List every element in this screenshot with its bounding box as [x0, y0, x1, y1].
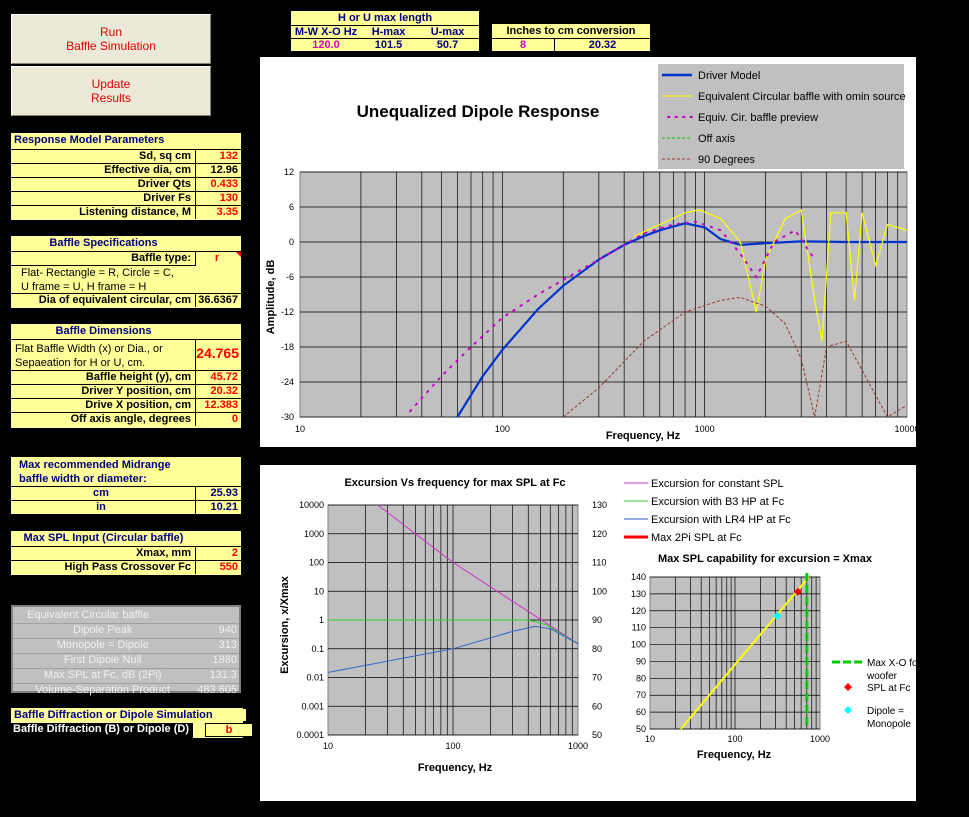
driver-y-input[interactable]: 20.32: [210, 385, 238, 397]
y2-tick-label: 130: [592, 500, 608, 510]
baffle-type-label: Baffle type:: [11, 252, 196, 265]
sd-input[interactable]: 132: [219, 150, 238, 162]
legend-entry: Max 2Pi SPL at Fc: [651, 532, 742, 544]
dim-label: Driver Y position, cm: [11, 385, 196, 398]
equiv-label: Monopole = Dipole: [56, 639, 149, 651]
x-tick-label: 100: [727, 734, 743, 744]
diffraction-table: [11, 708, 243, 738]
y-tick-label: 50: [635, 724, 646, 734]
legend-swatch: [844, 706, 852, 714]
midrange-table: [11, 457, 241, 514]
fs-input[interactable]: 130: [219, 192, 238, 204]
equiv-label: First Dipole Null: [63, 654, 142, 666]
y2-tick-label: 90: [592, 615, 603, 625]
dim-row: [11, 384, 241, 398]
response-title: Response Model Parameters: [11, 134, 189, 146]
y-tick-label: 12: [283, 167, 294, 177]
equiv-value: 131.3: [209, 669, 237, 681]
chart-title: Unequalized Dipole Response: [356, 102, 600, 121]
run-simulation-button[interactable]: [11, 14, 211, 64]
param-label: Driver Fs: [11, 192, 196, 205]
hu-header-mw: M-W X-O Hz: [291, 25, 361, 38]
effective-dia-value: 12.96: [210, 164, 238, 176]
midrange-title-2: baffle width or diameter:: [19, 473, 147, 485]
equiv-value: 313: [218, 639, 237, 651]
excursion-title: Excursion Vs frequency for max SPL at Fc: [344, 477, 566, 489]
x-tick-label: 1000: [567, 741, 589, 751]
run-label-1: Run: [99, 25, 122, 39]
maxspl-label: High Pass Crossover Fc: [11, 561, 196, 574]
baffle-height-input[interactable]: 45.72: [210, 371, 238, 383]
baffle-type-value: r: [214, 252, 220, 264]
baffle-spec-title: Baffle Specifications: [11, 237, 196, 249]
spl-title: Max SPL capability for excursion = Xmax: [657, 553, 873, 565]
equiv-row: [13, 653, 239, 668]
response-row: [11, 163, 241, 177]
hu-header-u: U-max: [416, 25, 479, 38]
legend: [658, 64, 906, 169]
equiv-baffle-table: [11, 605, 241, 696]
x-tick-label: 10: [644, 734, 656, 744]
y-tick-label: 0.0001: [296, 730, 324, 740]
y2-tick-label: 70: [592, 672, 603, 683]
width-label-2: Sepaeation for H or U, cm.: [15, 357, 146, 369]
excursion-svg: [260, 465, 921, 801]
y2-tick-label: 100: [592, 586, 608, 597]
dipole-response-svg: [260, 57, 920, 447]
update-label-2: Results: [90, 91, 131, 105]
y-tick-label: 90: [635, 656, 646, 667]
param-label: Driver Qts: [11, 178, 196, 191]
maxspl-table: [11, 531, 241, 575]
width-label: [11, 339, 196, 370]
y-tick-label: 100: [630, 639, 646, 650]
response-row: [11, 149, 241, 163]
y-tick-label: 60: [635, 707, 646, 718]
y-tick-label: 0: [288, 237, 294, 247]
conv-inches-input[interactable]: 8: [492, 38, 555, 51]
midrange-unit: in: [11, 501, 196, 514]
dim-label: Drive X position, cm: [11, 399, 196, 412]
xmax-input[interactable]: 2: [231, 547, 238, 559]
driver-x-input[interactable]: 12.383: [204, 399, 238, 411]
dia-row: [11, 293, 241, 307]
param-label: Listening distance, M: [11, 206, 196, 219]
y-tick-label: 100: [308, 557, 324, 568]
x-tick-label: 10: [322, 741, 334, 751]
legend-entry: SPL at Fc: [867, 683, 911, 694]
equiv-label: Volume-Separation Product: [35, 684, 170, 696]
y-tick-label: 6: [288, 202, 294, 212]
x-tick-label: 10000: [894, 424, 920, 434]
dia-label: Dia of equivalent circular, cm: [11, 294, 196, 307]
note-line-2: U frame = U, H frame = H: [21, 281, 147, 293]
baffle-type-note: [11, 265, 196, 293]
maxspl-row: [11, 546, 241, 560]
y-tick-label: 1: [318, 615, 324, 625]
qts-input[interactable]: 0.433: [210, 178, 238, 190]
equiv-rows: [13, 623, 239, 698]
y-axis-label: Amplitude, dB: [265, 259, 277, 335]
y2-tick-label: 50: [592, 730, 603, 740]
diffraction-title: Baffle Diffraction or Dipole Simulation: [11, 709, 246, 721]
y-tick-label: 10000: [298, 500, 324, 510]
legend-entry: Dipole =: [867, 706, 904, 717]
midrange-row: [11, 500, 241, 514]
y2-tick-label: 120: [592, 528, 608, 539]
legend-entry: woofer: [867, 671, 898, 682]
equiv-label: Max SPL at Fc, dB (2Pi): [43, 669, 162, 681]
equiv-value: 1880: [212, 654, 237, 666]
midrange-cm-value: 25.93: [210, 487, 238, 499]
hu-value-mw: 120.0: [291, 38, 361, 51]
dia-value: 36.6367: [198, 294, 238, 306]
fc-input[interactable]: 550: [219, 561, 238, 573]
hu-max-table: [291, 11, 479, 51]
excursion-x-label: Frequency, Hz: [417, 762, 493, 774]
baffle-spec-table: [11, 236, 241, 308]
x-tick-label: 1000: [809, 734, 831, 744]
legend-entry: Equiv. Cir. baffle preview: [698, 112, 819, 124]
hu-value-h: 101.5: [361, 38, 416, 51]
equiv-value: 940: [218, 624, 237, 636]
dim-label: Baffle height (y), cm: [11, 371, 196, 384]
equiv-row: [13, 623, 239, 638]
equiv-value: 483.605: [197, 684, 237, 696]
y-tick-label: 0.1: [311, 643, 324, 654]
y-tick-label: -30: [280, 412, 294, 422]
midrange-title-1: Max recommended Midrange: [19, 459, 171, 471]
x-tick-label: 100: [445, 741, 461, 751]
excursion-y-label: Excursion, x/Xmax: [279, 576, 291, 674]
param-label: Sd, sq cm: [11, 150, 196, 163]
y-tick-label: 0.01: [306, 672, 324, 683]
y-tick-label: 110: [631, 622, 646, 633]
equiv-row: [13, 668, 239, 683]
legend-entry: Excursion with B3 HP at Fc: [651, 496, 785, 508]
run-label-2: Baffle Simulation: [66, 39, 156, 53]
y-tick-label: 1000: [303, 528, 324, 539]
y-tick-label: 0.001: [301, 701, 324, 712]
excursion-legend: [624, 478, 791, 544]
excursion-chart-panel: [260, 465, 921, 801]
dim-row: [11, 398, 241, 412]
legend-swatch: [844, 683, 852, 691]
y-tick-label: 80: [635, 673, 646, 684]
update-results-button[interactable]: [11, 66, 211, 116]
legend-entry: Equivalent Circular baffle with omin source: [698, 91, 906, 103]
update-label-1: Update: [91, 77, 131, 91]
spl-plot: [631, 572, 830, 744]
legend-entry: Off axis: [698, 133, 736, 145]
equiv-row: [13, 638, 239, 653]
legend-entry: Max X-O for: [867, 658, 921, 669]
y2-tick-label: 60: [592, 701, 603, 712]
maxspl-row: [11, 560, 241, 574]
midrange-title: [11, 458, 204, 486]
maxspl-label: Xmax, mm: [11, 547, 196, 560]
dim-label: Off axis angle, degrees: [11, 413, 196, 426]
y2-tick-label: 110: [592, 557, 607, 568]
x-tick-label: 100: [494, 424, 510, 434]
dim-row: [11, 412, 241, 426]
response-row: [11, 191, 241, 205]
comment-marker-icon: [236, 252, 241, 257]
equiv-title: Equivalent Circular baffle: [27, 609, 150, 621]
spl-legend: [832, 658, 922, 730]
diffraction-label: Baffle Diffraction (B) or Dipole (D): [11, 723, 193, 738]
response-model-table: [11, 133, 241, 220]
y-tick-label: 70: [635, 690, 646, 701]
param-label: Effective dia, cm: [11, 164, 196, 177]
spl-x-label: Frequency, Hz: [696, 749, 772, 761]
legend-entry: 90 Degrees: [698, 154, 755, 166]
distance-input[interactable]: 3.35: [216, 206, 238, 218]
y-tick-label: 130: [630, 588, 646, 599]
y-tick-label: 120: [630, 605, 646, 616]
legend-entry: Excursion with LR4 HP at Fc: [651, 514, 791, 526]
plot-background: [300, 172, 907, 417]
hu-value-u: 50.7: [416, 38, 479, 51]
legend-entry: Driver Model: [698, 70, 761, 82]
diffraction-input[interactable]: b: [205, 723, 253, 737]
x-tick-label: 10: [294, 424, 306, 434]
y-tick-label: -12: [280, 307, 294, 317]
y-tick-label: 10: [313, 586, 324, 597]
excursion-plot: [296, 500, 607, 751]
x-axis-label: Frequency, Hz: [605, 430, 681, 442]
baffle-type-input[interactable]: [196, 252, 241, 265]
baffle-dim-title: Baffle Dimensions: [11, 325, 196, 337]
legend-entry: Monopole: [867, 719, 911, 730]
y-tick-label: -18: [280, 342, 294, 352]
y2-tick-label: 80: [592, 643, 603, 654]
off-axis-input[interactable]: 0: [231, 413, 238, 425]
midrange-in-value: 10.21: [210, 501, 238, 513]
x-tick-label: 1000: [694, 424, 715, 434]
note-line-1: Flat- Rectangle = R, Circle = C,: [21, 267, 174, 279]
width-label-1: Flat Baffle Width (x) or Dia., or: [15, 343, 163, 355]
midrange-row: [11, 486, 241, 500]
y-tick-label: 140: [630, 572, 646, 582]
legend-entry: Excursion for constant SPL: [651, 478, 784, 490]
hu-header-h: H-max: [361, 25, 416, 38]
conv-cm-value: 20.32: [555, 38, 650, 51]
baffle-width-input[interactable]: 24.765: [196, 339, 241, 370]
response-row: [11, 205, 241, 219]
equiv-row: [13, 683, 239, 698]
dipole-response-chart: [260, 57, 920, 447]
y-tick-label: -24: [280, 377, 294, 387]
baffle-dim-table: [11, 324, 241, 428]
conv-title: Inches to cm conversion: [506, 25, 636, 37]
equiv-label: Dipole Peak: [73, 624, 133, 636]
baffle-type-row: [11, 251, 241, 265]
maxspl-title: Max SPL Input (Circular baffle): [11, 532, 196, 544]
plot-area: [281, 167, 920, 434]
y-tick-label: -6: [285, 272, 294, 282]
response-row: [11, 177, 241, 191]
inch-cm-table: [492, 24, 650, 51]
dim-row: [11, 370, 241, 384]
hu-title: H or U max length: [337, 12, 433, 24]
midrange-unit: cm: [11, 487, 196, 500]
